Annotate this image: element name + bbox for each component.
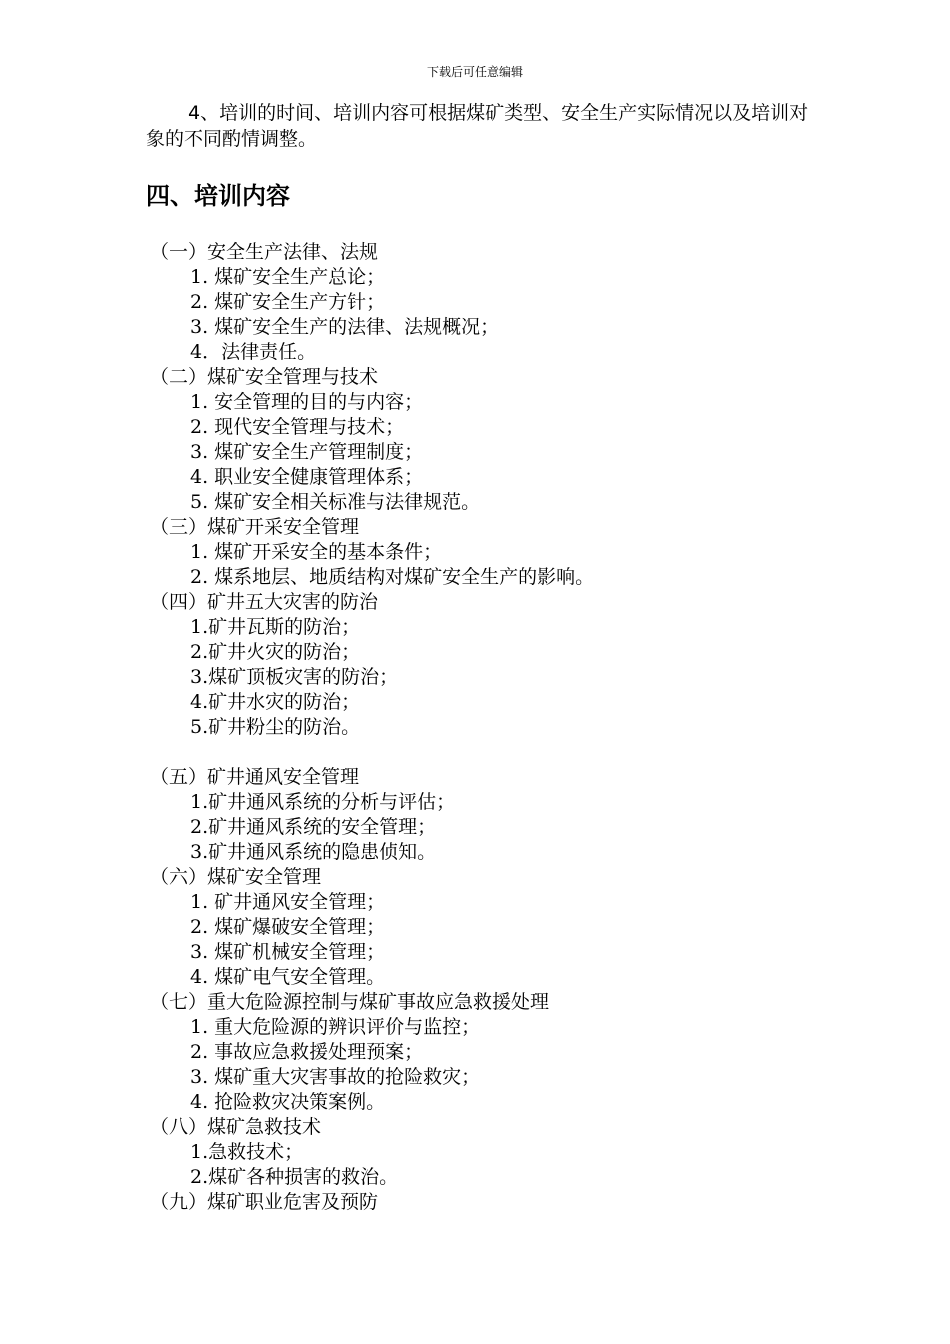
outline-group-title: （三）煤矿开采安全管理: [150, 516, 360, 538]
outline-list-item: 4. 职业安全健康管理体系；: [190, 466, 424, 488]
outline-list-item: 3.矿井通风系统的隐患侦知。: [190, 841, 437, 863]
outline-list-item: 2. 煤矿爆破安全管理；: [190, 916, 386, 938]
outline-list-item: 5. 煤矿安全相关标准与法律规范。: [190, 491, 481, 513]
outline-list-item: 1. 煤矿安全生产总论；: [190, 266, 386, 288]
outline-list-item: 3. 煤矿机械安全管理；: [190, 941, 386, 963]
outline-list-item: 3. 煤矿安全生产的法律、法规概况；: [190, 316, 500, 338]
outline-group-title: （七）重大危险源控制与煤矿事故应急救援处理: [150, 991, 550, 1013]
outline-list-item: 1. 重大危险源的辨识评价与监控；: [190, 1016, 481, 1038]
section-title: 四、培训内容: [146, 182, 290, 210]
outline-list-item: 3. 煤矿重大灾害事故的抢险救灾；: [190, 1066, 481, 1088]
outline-group: [150, 765, 870, 865]
outline-group: [150, 590, 870, 740]
outline-group: [150, 1115, 870, 1190]
outline-group: [150, 1190, 870, 1215]
training-content-outline: [150, 240, 870, 1215]
outline-group-title: （六）煤矿安全管理: [150, 866, 322, 888]
outline-group: [150, 365, 870, 515]
outline-list-item: 2. 事故应急救援处理预案；: [190, 1041, 424, 1063]
outline-group: [150, 990, 870, 1115]
outline-list-item: 1. 安全管理的目的与内容；: [190, 391, 424, 413]
outline-list-item: 4. 抢险救灾决策案例。: [190, 1091, 386, 1113]
outline-list-item: 1. 煤矿开采安全的基本条件；: [190, 541, 443, 563]
outline-group: [150, 515, 870, 590]
outline-group-title: （八）煤矿急救技术: [150, 1116, 322, 1138]
outline-list-item: 2.煤矿各种损害的救治。: [190, 1166, 399, 1188]
outline-list-item: 1. 矿井通风安全管理；: [190, 891, 386, 913]
outline-group: [150, 240, 870, 365]
outline-list-item: 2.矿井通风系统的安全管理；: [190, 816, 437, 838]
outline-list-item: 2. 现代安全管理与技术；: [190, 416, 405, 438]
outline-group-title: （一）安全生产法律、法规: [150, 241, 379, 263]
outline-list-item: 4．法律责任。: [190, 341, 317, 363]
intro-paragraph-block: [146, 100, 826, 152]
outline-group-title: （四）矿井五大灾害的防治: [150, 591, 379, 613]
outline-group: [150, 865, 870, 990]
outline-list-item: 1.矿井瓦斯的防治；: [190, 616, 361, 638]
outline-list-item: 1.矿井通风系统的分析与评估；: [190, 791, 456, 813]
outline-list-item: 2. 煤系地层、地质结构对煤矿安全生产的影响。: [190, 566, 595, 588]
outline-group-title: （五）矿井通风安全管理: [150, 766, 360, 788]
outline-list-item: 2.矿井火灾的防治；: [190, 641, 361, 663]
intro-paragraph: 4、培训的时间、培训内容可根据煤矿类型、安全生产实际情况以及培训对象的不同酌情调整。: [146, 102, 809, 150]
outline-list-item: 4.矿井水灾的防治；: [190, 691, 361, 713]
outline-list-item: 4. 煤矿电气安全管理。: [190, 966, 386, 988]
outline-list-item: 5.矿井粉尘的防治。: [190, 716, 361, 738]
page-header-note: 下载后可任意编辑: [426, 65, 523, 79]
outline-list-item: 1.急救技术；: [190, 1141, 304, 1163]
outline-list-item: 3.煤矿顶板灾害的防治；: [190, 666, 399, 688]
outline-list-item: 3. 煤矿安全生产管理制度；: [190, 441, 424, 463]
outline-group-title: （九）煤矿职业危害及预防: [150, 1191, 379, 1213]
outline-group-title: （二）煤矿安全管理与技术: [150, 366, 379, 388]
outline-list-item: 2. 煤矿安全生产方针；: [190, 291, 386, 313]
